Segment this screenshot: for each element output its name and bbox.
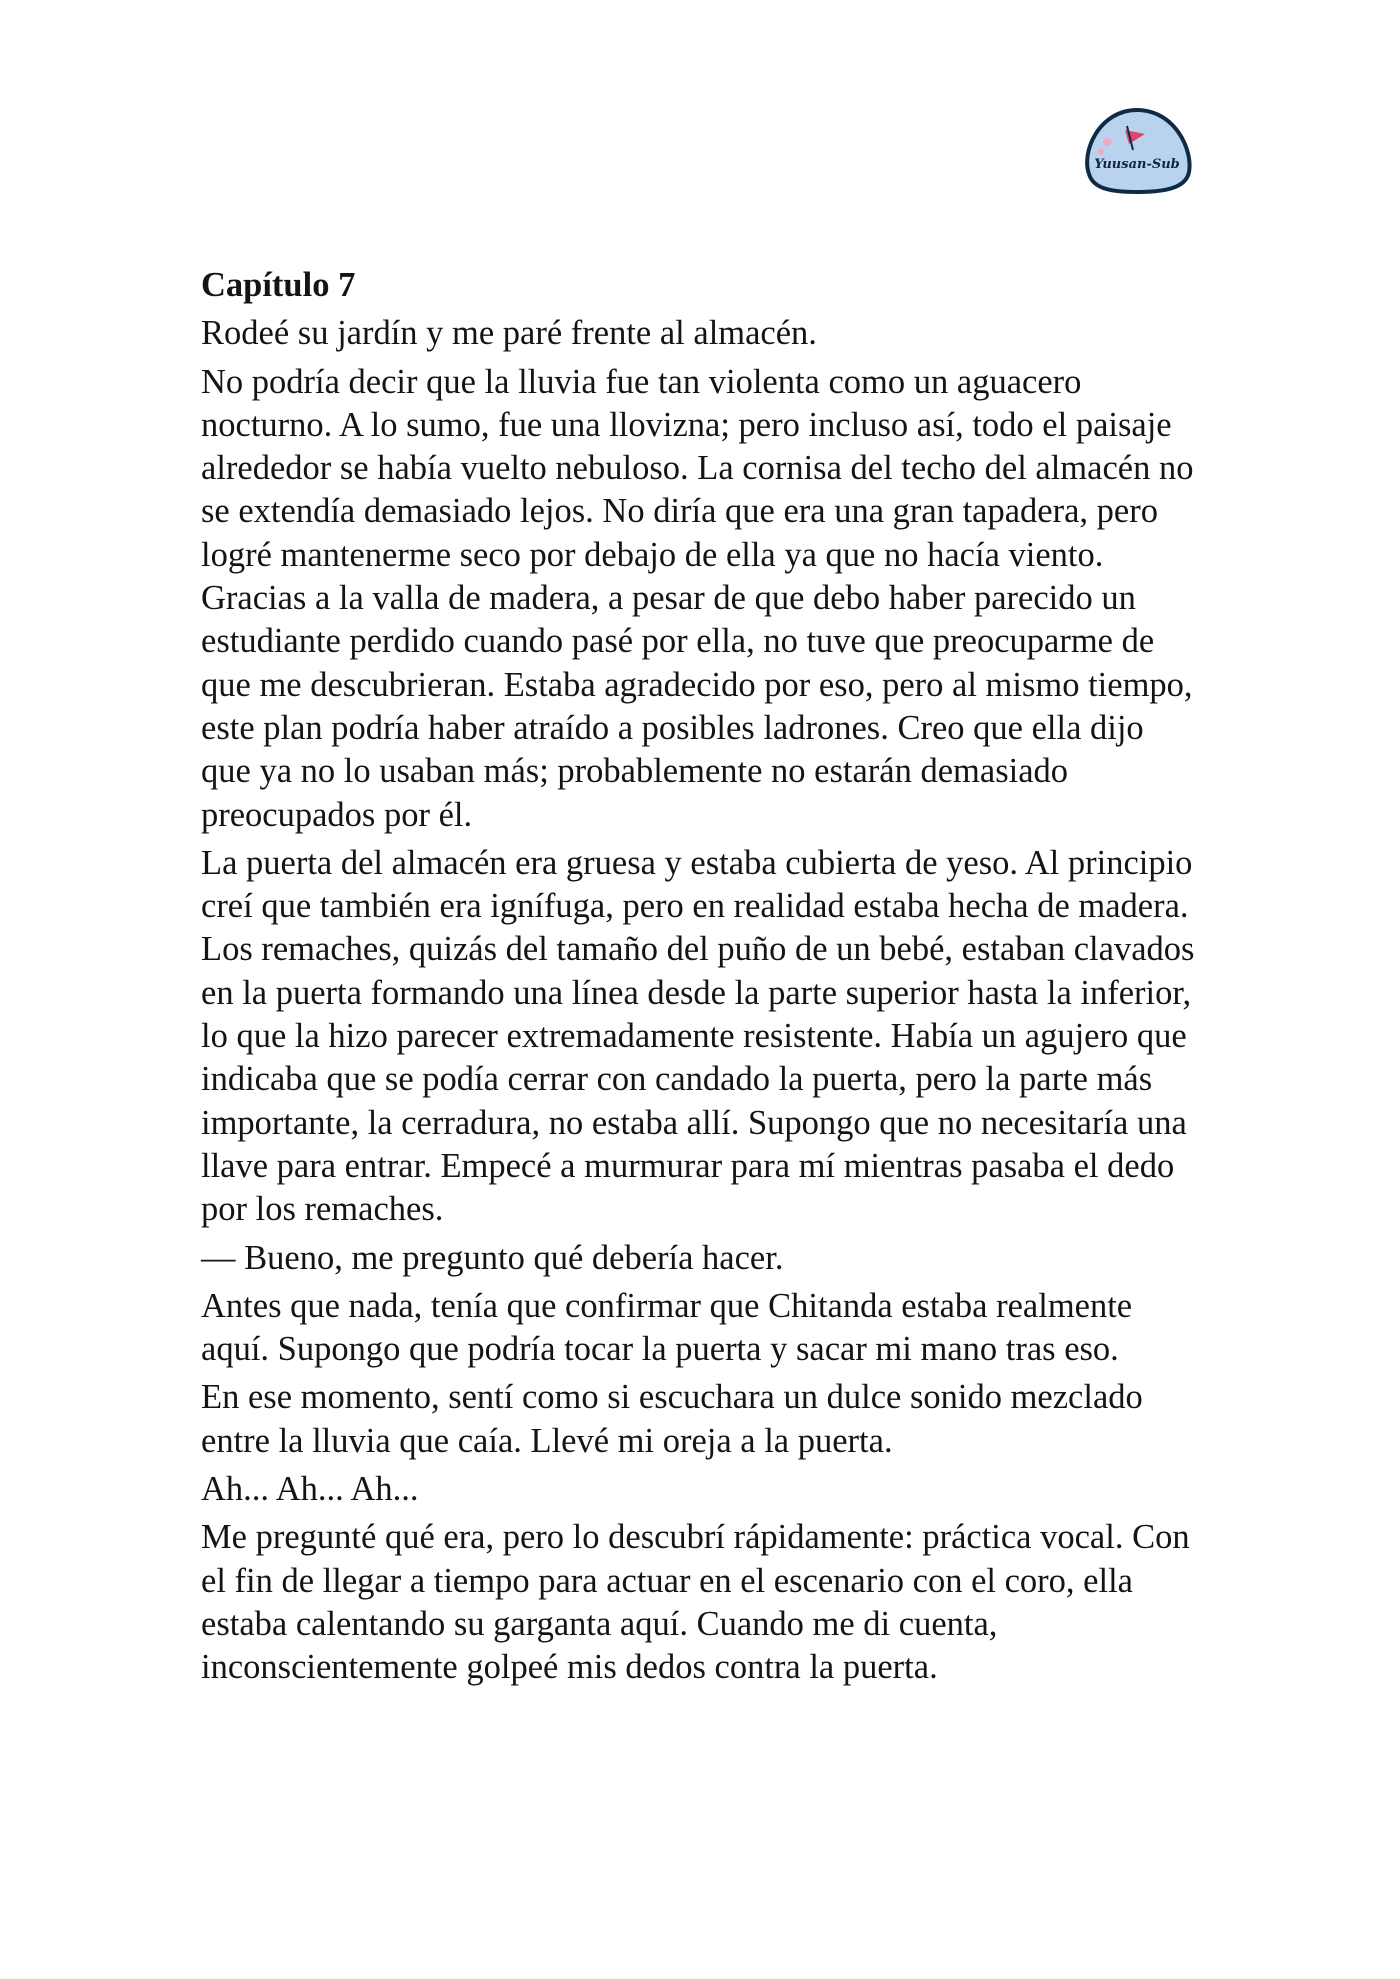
chapter-page [201, 264, 1201, 1695]
paragraph: Ah... Ah... Ah... [201, 1470, 419, 1509]
logo-badge-icon [1079, 104, 1197, 196]
paragraph: No podría decir que la lluvia fue tan violenta como un aguacero nocturno. A lo sumo, fue una llovizna; pero incluso así, todo el paisaje alrededor se había vuelto nebuloso. La cornisa del techo del almacén no se extendía demasiado lejos. No diría que era una gran tapadera, pero logré mantenerme seco por debajo de ella ya que no hacía viento. Gracias a la valla de madera, a pesar de que debo haber parecido un estudiante perdido cuando pasé por ella, no tuve que preocuparme de que me descubrieran. Estaba agradecido por eso, pero al mismo tiempo, este plan podría haber atraído a posibles ladrones. Creo que ella dijo que ya no lo usaban más; probablemente no estarán demasiado preocupados por él. [201, 362, 1194, 834]
logo-text: Yuusan-Sub [1094, 157, 1180, 172]
watermark-logo [1079, 104, 1197, 196]
logo-flower-icon [1103, 138, 1111, 146]
paragraph: Me pregunté qué era, pero lo descubrí rápidamente: práctica vocal. Con el fin de llegar a tiempo para actuar en el escenario con el coro, ella estaba calentando su garganta aquí. Cuando me di cuenta, inconscientemente golpeé mis dedos contra la puerta. [201, 1518, 1190, 1687]
logo-flower-icon [1098, 149, 1104, 155]
paragraph: Antes que nada, tenía que confirmar que Chitanda estaba realmente aquí. Supongo que podría tocar la puerta y sacar mi mano tras eso. [201, 1286, 1133, 1369]
paragraph: — Bueno, me pregunto qué debería hacer. [201, 1238, 784, 1277]
chapter-title: Capítulo 7 [201, 266, 356, 304]
paragraph: Rodeé su jardín y me paré frente al almacén. [201, 314, 817, 353]
paragraph: La puerta del almacén era gruesa y estaba cubierta de yeso. Al principio creí que también era ignífuga, pero en realidad estaba hecha de madera. Los remaches, quizás del tamaño del puño de un bebé, estaban clavados en la puerta formando una línea desde la parte superior hasta la inferior, lo que la hizo parecer extremadamente resistente. Había un agujero que indicaba que se podía cerrar con candado la puerta, pero la parte más importante, la cerradura, no estaba allí. Supongo que no necesitaría una llave para entrar. Empecé a murmurar para mí mientras pasaba el dedo por los remaches. [201, 843, 1195, 1229]
paragraph: En ese momento, sentí como si escuchara un dulce sonido mezclado entre la lluvia que caía. Llevé mi oreja a la puerta. [201, 1378, 1143, 1460]
